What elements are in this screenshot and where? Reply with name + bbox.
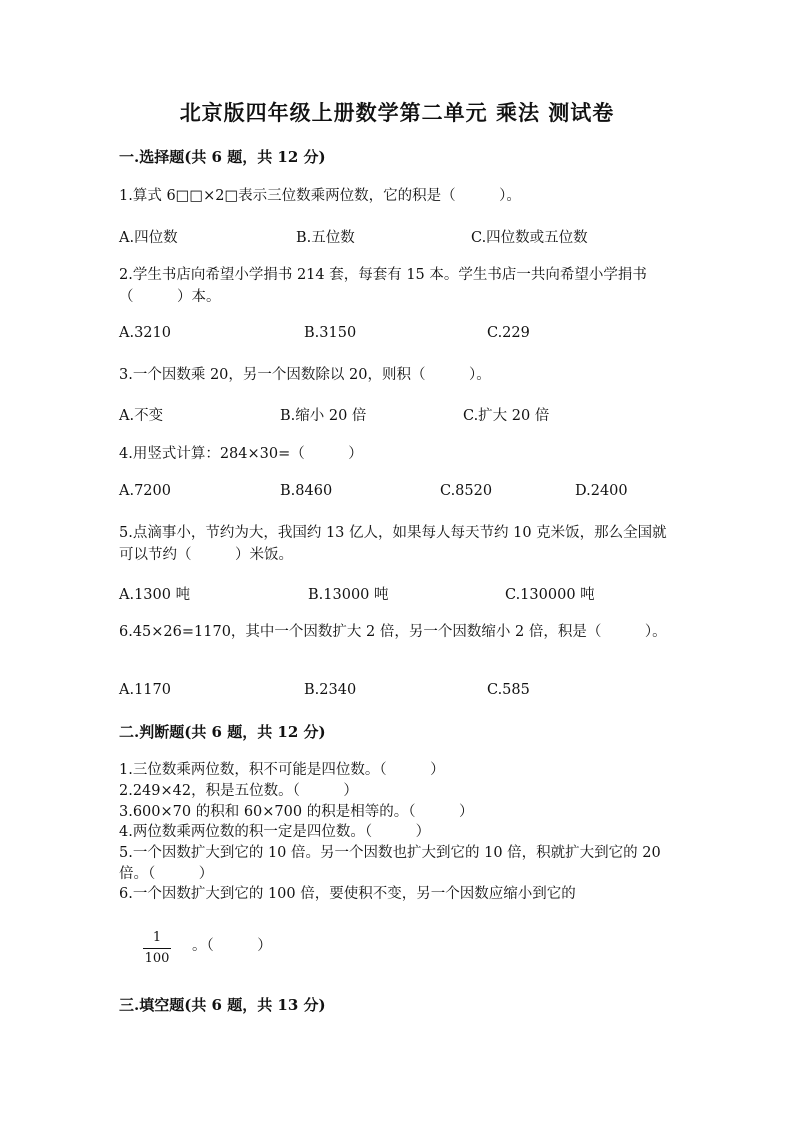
judge-item-6-answer-blank: 。（ ） — [192, 938, 272, 954]
question-4: 4.用竖式计算：284×30=（ ） — [119, 446, 363, 462]
q4-option-b: B.8460 — [280, 483, 333, 499]
q3-option-c: C.扩大 20 倍 — [463, 408, 550, 424]
q4-option-d: D.2400 — [575, 483, 628, 499]
q5-option-b: B.13000 吨 — [308, 587, 389, 603]
judge-item-2: 2.249×42，积是五位数。（ ） — [119, 783, 358, 799]
q6-option-b: B.2340 — [304, 682, 357, 698]
q4-option-c: C.8520 — [440, 483, 493, 499]
q2-option-a: A.3210 — [119, 325, 171, 341]
page-title: 北京版四年级上册数学第二单元 乘法 测试卷 — [179, 100, 615, 125]
q1-option-a: A.四位数 — [119, 230, 178, 246]
section3-heading: 三.填空题(共 6 题，共 13 分) — [119, 996, 326, 1014]
section2-heading: 二.判断题(共 6 题，共 12 分) — [119, 723, 326, 741]
fraction-numerator: 1 — [152, 930, 162, 945]
judge-item-6: 6.一个因数扩大到它的 100 倍，要使积不变，另一个因数应缩小到它的 — [119, 886, 576, 902]
q4-option-a: A.7200 — [119, 483, 171, 499]
q2-option-b: B.3150 — [304, 325, 357, 341]
q1-option-c: C.四位数或五位数 — [471, 230, 588, 246]
fraction-bar — [143, 948, 171, 949]
fraction-denominator: 100 — [144, 951, 170, 966]
judge-item-3: 3.600×70 的积和 60×700 的积是相等的。（ ） — [119, 804, 474, 820]
question-2: 2.学生书店向希望小学捐书 214 套，每套有 15 本。学生书店一共向希望小学捐书（ ）本。 — [119, 267, 647, 305]
section1-heading: 一.选择题(共 6 题，共 12 分) — [119, 148, 326, 166]
judge-item-4: 4.两位数乘两位数的积一定是四位数。（ ） — [119, 824, 431, 840]
q5-option-c: C.130000 吨 — [505, 587, 595, 603]
judge-item-5: 5.一个因数扩大到它的 10 倍。另一个因数也扩大到它的 10 倍，积就扩大到它的 20 倍。（ ） — [119, 845, 661, 882]
q3-option-a: A.不变 — [119, 408, 164, 424]
question-3: 3.一个因数乘 20，另一个因数除以 20，则积（ ）。 — [119, 367, 491, 383]
fraction-one-hundredth — [143, 930, 171, 967]
q2-option-c: C.229 — [487, 325, 530, 341]
q5-option-a: A.1300 吨 — [119, 587, 191, 603]
q3-option-b: B.缩小 20 倍 — [280, 408, 367, 424]
q1-option-b: B.五位数 — [296, 230, 355, 246]
question-5: 5.点滴事小，节约为大，我国约 13 亿人，如果每人每天节约 10 克米饭，那么全国就可以节约（ ）米饭。 — [119, 525, 667, 563]
question-6: 6.45×26=1170，其中一个因数扩大 2 倍，另一个因数缩小 2 倍，积是（ ）。 — [119, 624, 667, 640]
question-1: 1.算式 6□□×2□表示三位数乘两位数，它的积是（ ）。 — [119, 188, 521, 204]
q6-option-c: C.585 — [487, 682, 530, 698]
judge-item-1: 1.三位数乘两位数，积不可能是四位数。（ ） — [119, 762, 445, 778]
q6-option-a: A.1170 — [119, 682, 171, 698]
